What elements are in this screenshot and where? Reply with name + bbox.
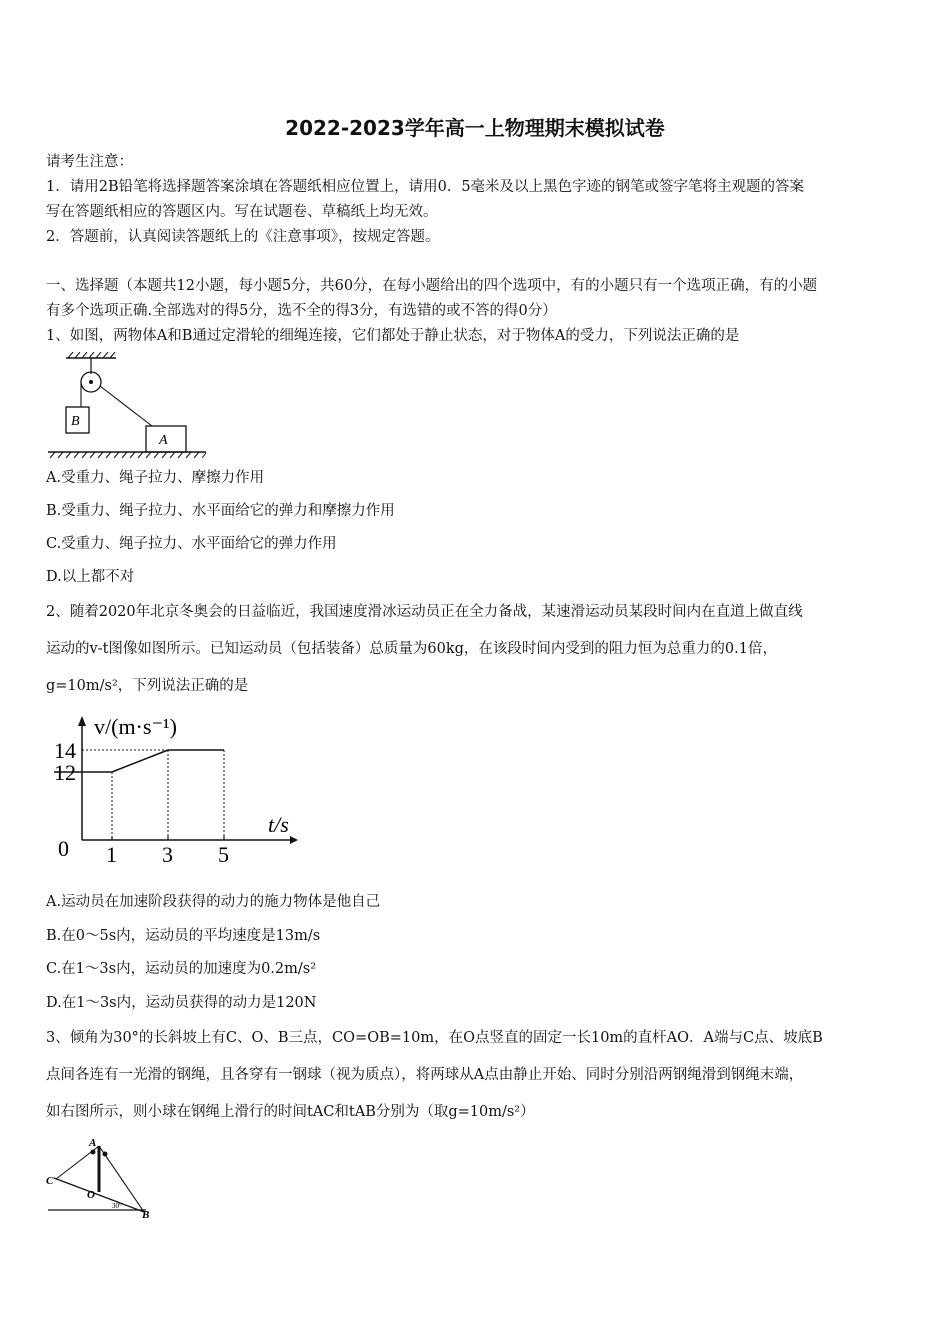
- label-a: A: [89, 1137, 97, 1149]
- label-c: C: [46, 1175, 54, 1187]
- label-angle: 30°: [112, 1202, 122, 1210]
- origin-label: 0: [58, 836, 69, 861]
- q3-stem-b: 点间各连有一光滑的钢绳，且各穿有一钢球（视为质点），将两球从A点由静止开始、同时分别沿两钢绳滑到钢绳末端，: [46, 1067, 804, 1083]
- section-instructions-a: 一、选择题（本题共12小题，每小题5分，共60分，在每小题给出的四个选项中，有的小题只有一个选项正确，有的小题: [46, 278, 818, 294]
- q1-option-b[interactable]: B.受重力、绳子拉力、水平面给它的弹力和摩擦力作用: [46, 503, 395, 519]
- ceiling-hatch: [68, 352, 115, 358]
- q2-option-b[interactable]: B.在0～5s内，运动员的平均速度是13m/s: [46, 928, 321, 944]
- y-axis-arrow: [78, 716, 86, 726]
- x-tick-label: 1: [106, 842, 117, 867]
- notice-heading: 请考生注意：: [46, 154, 133, 170]
- x-axis-arrow: [290, 836, 298, 844]
- ground-hatch: [50, 452, 206, 458]
- page-title: 2022-2023学年高一上物理期末模拟试卷: [285, 116, 665, 140]
- q2-option-d[interactable]: D.在1～3s内，运动员获得的动力是120N: [46, 995, 317, 1011]
- pulley-diagram: [46, 352, 216, 460]
- q2-option-c[interactable]: C.在1～3s内，运动员的加速度为0.2m/s²: [46, 961, 317, 977]
- q2-stem-a: 2、随着2020年北京冬奥会的日益临近，我国速度滑冰运动员正在全力备战，某速滑运动员某段时间内在直道上做直线: [46, 604, 803, 620]
- q3-stem-c: 如右图所示，则小球在钢绳上滑行的时间tAC和tAB分别为（取g=10m/s²）: [46, 1104, 535, 1120]
- x-tick-label: 5: [218, 842, 229, 867]
- q2-stem-c: g=10m/s²，下列说法正确的是: [46, 678, 249, 694]
- ball-1: [91, 1150, 96, 1155]
- q1-option-d[interactable]: D.以上都不对: [46, 569, 135, 585]
- block-b-label: B: [71, 414, 80, 429]
- q1-stem: 1、如图，两物体A和B通过定滑轮的细绳连接，它们都处于静止状态，对于物体A的受力，下列说法正确的是: [46, 328, 740, 344]
- x-tick-label: 3: [162, 842, 173, 867]
- notice-item-1a: 1．请用2B铅笔将选择题答案涂填在答题纸相应位置上，请用0．5毫米及以上黑色字迹的钢笔或签字笔将主观题的答案: [46, 179, 805, 195]
- q3-stem-a: 3、倾角为30°的长斜坡上有C、O、B三点，CO=OB=10m，在O点竖直的固定一长10m的直杆AO．A端与C点、坡底B: [46, 1030, 823, 1046]
- block-a-label: A: [159, 433, 168, 448]
- vt-graph: [46, 710, 306, 870]
- slope-diagram: [44, 1132, 164, 1222]
- label-b: B: [142, 1209, 150, 1221]
- y-axis-label: v/(m·s⁻¹): [94, 714, 177, 739]
- q2-option-a[interactable]: A.运动员在加速阶段获得的动力的施力物体是他自己: [46, 894, 381, 910]
- notice-item-1b: 写在答题纸相应的答题区内。写在试题卷、草稿纸上均无效。: [46, 204, 438, 220]
- label-o: O: [87, 1189, 95, 1201]
- ball-2: [103, 1152, 108, 1157]
- rope-to-a: [100, 386, 152, 426]
- series-segment: [112, 750, 168, 772]
- x-axis-label: t/s: [268, 812, 289, 837]
- q2-stem-b: 运动的v-t图像如图所示。已知运动员（包括装备）总质量为60kg，在该段时间内受到的阻力恒为总重力的0.1倍，: [46, 641, 777, 657]
- notice-item-2: 2．答题前，认真阅读答题纸上的《注意事项》，按规定答题。: [46, 229, 440, 245]
- q1-option-a[interactable]: A.受重力、绳子拉力、摩擦力作用: [46, 470, 265, 486]
- section-instructions-b: 有多个选项正确.全部选对的得5分，选不全的得3分，有选错的或不答的得0分）: [46, 303, 557, 319]
- q1-option-c[interactable]: C.受重力、绳子拉力、水平面给它的弹力作用: [46, 536, 337, 552]
- y-tick-label: 12: [54, 760, 76, 785]
- y-tick-label: 14: [54, 738, 76, 763]
